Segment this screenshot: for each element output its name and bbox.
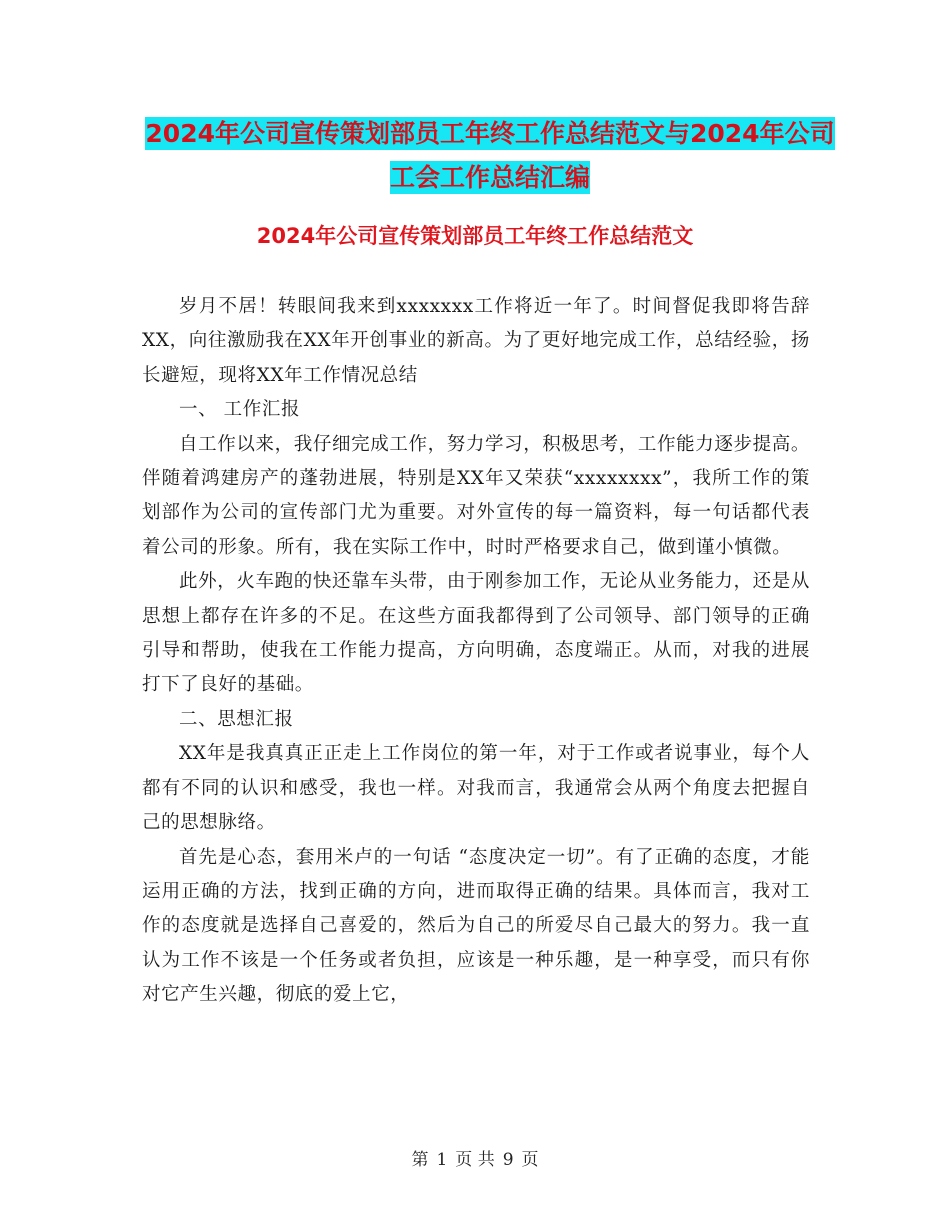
paragraph-thought-2: 首先是心态，套用米卢的一句话 “态度决定一切”。有了正确的态度，才能运用正确的方法，找到正确的方向，进而取得正确的结果。具体而言，我对工作的态度就是选择自己喜爱的，然后为自己的所爱尽自己最大的努力。我一直认为工作不该是一个任务或者负担，应该是一种乐趣，是一种享受，而只有你对它产生兴趣，彻底的爱上它， — [142, 846, 810, 1006]
document-title-text: 2024年公司宣传策划部员工年终工作总结范文与2024年公司工会工作总结汇编 — [145, 119, 835, 192]
document-body — [142, 290, 810, 1013]
heading-work-report: 一、 工作汇报 — [179, 399, 301, 421]
page-footer — [0, 1148, 950, 1172]
footer-total-pages: 9 — [502, 1150, 514, 1170]
footer-prefix: 第 — [411, 1150, 429, 1170]
paragraph-intro: 岁月不居！转眼间我来到xxxxxxx工作将近一年了。时间督促我即将告辞XX，向往激励我在XX年开创事业的新高。为了更好地完成工作，总结经验，扬长避短，现将XX年工作情况总结 — [142, 296, 810, 386]
footer-suffix: 页 — [521, 1150, 539, 1170]
document-title — [140, 112, 840, 200]
footer-current-page: 1 — [436, 1150, 448, 1170]
paragraph-work-2: 此外，火车跑的快还靠车头带，由于刚参加工作，无论从业务能力，还是从思想上都存在许多的不足。在这些方面我都得到了公司领导、部门领导的正确引导和帮助，使我在工作能力提高，方向明确，态度端正。从而，对我的进展打下了良好的基础。 — [142, 571, 810, 696]
section-title: 2024年公司宣传策划部员工年终工作总结范文 — [256, 224, 694, 248]
footer-mid: 页 共 — [455, 1150, 495, 1170]
paragraph-thought-1: XX年是我真真正正走上工作岗位的第一年，对于工作或者说事业，每个人都有不同的认识和感受，我也一样。对我而言，我通常会从两个角度去把握自己的思想脉络。 — [142, 743, 810, 834]
paragraph-work-1: 自工作以来，我仔细完成工作，努力学习，积极思考，工作能力逐步提高。伴随着鸿建房产的蓬勃进展，特别是XX年又荣获“xxxxxxxx”，我所工作的策划部作为公司的宣传部门尤为重要。对外宣传的每一篇资料，每一句话都代表着公司的形象。所有，我在实际工作中，时时严格要求自己，做到谨小慎微。 — [142, 433, 810, 558]
heading-thought-report: 二、思想汇报 — [179, 708, 294, 730]
